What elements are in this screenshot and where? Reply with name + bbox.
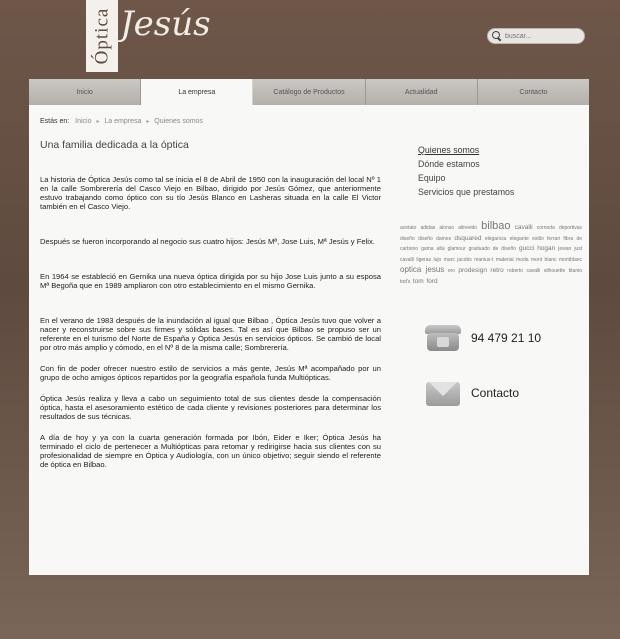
tag-link[interactable]: material xyxy=(495,256,514,263)
main-nav xyxy=(29,79,589,105)
tag-link[interactable]: bilbao xyxy=(481,220,511,232)
tag-link[interactable]: montblanc xyxy=(558,256,583,263)
breadcrumb-item-inicio[interactable]: Inicio xyxy=(75,118,92,125)
tag-link[interactable]: roberto cavalli xyxy=(507,268,541,274)
tag-link[interactable]: estilo ferrari xyxy=(532,235,561,242)
tag-link[interactable]: acetato xyxy=(400,225,417,231)
logo-main-text: Jesús xyxy=(120,4,211,44)
article-paragraph: A día de hoy y ya con la cuarta generación formada por Ibón, Eider e Iker; Óptica Jesús ha terminado el ciclo de pertenecer a Multiópticas para retomar y redirigirse hacia sus clientes con su profesionalidad de siempre en Óptica y Audiología, con un único objetivo; seguir siendo el referente de óptica en Bilbao. xyxy=(40,433,381,469)
tag-link[interactable]: hogan xyxy=(537,245,556,252)
logo-vertical-text xyxy=(86,0,118,72)
article-paragraph: Después se fueron incorporando al negocio sus cuatro hijos: Jesús Mª, Jose Luis, Mª Jesús y Felix. xyxy=(40,237,375,246)
mail-contact[interactable] xyxy=(425,378,519,408)
tag-link[interactable]: diseño xyxy=(400,235,415,242)
tab-contacto[interactable]: Contacto xyxy=(478,79,589,105)
tag-link[interactable]: gucci xyxy=(519,245,535,252)
tag-link[interactable]: manius-t xyxy=(474,256,494,263)
tag-link[interactable]: adidas xyxy=(420,225,436,231)
tag-link[interactable]: elegancia xyxy=(484,235,507,242)
breadcrumb-item-current: Quienes somos xyxy=(154,118,203,125)
breadcrumb xyxy=(40,118,203,125)
contact-link[interactable]: Contacto xyxy=(471,386,520,400)
tag-link[interactable]: cornoda xyxy=(536,225,555,231)
tag-link[interactable]: graduado de diseño xyxy=(468,246,517,252)
telephone-icon xyxy=(425,323,461,353)
article-paragraph: Óptica Jesús realiza y lleva a cabo un seguimiento total de sus clientes desde la compensación óptica, hasta el asesoramiento estético de cada cliente y revisiones posteriores para determinar los resultados de sus técnicas. xyxy=(40,394,381,421)
breadcrumb-lead: Estás en: xyxy=(40,118,70,125)
tag-link[interactable]: alonso xyxy=(439,225,455,231)
site-logo[interactable] xyxy=(60,0,211,72)
tag-link[interactable]: dsquared xyxy=(454,234,482,242)
search-icon[interactable] xyxy=(492,31,502,41)
tag-link[interactable]: tom ford xyxy=(412,277,438,285)
tab-la-empresa[interactable]: La empresa xyxy=(141,79,253,105)
breadcrumb-item-la-empresa[interactable]: La empresa xyxy=(104,118,142,125)
tag-link[interactable]: glamour xyxy=(447,246,466,252)
side-menu-equipo[interactable]: Equipo xyxy=(418,173,446,183)
tag-link[interactable]: retro xyxy=(490,267,504,274)
tag-link[interactable]: prodesign xyxy=(458,267,487,274)
tag-link[interactable]: titanio xyxy=(568,268,583,274)
tag-link[interactable]: ligeras xyxy=(416,256,432,263)
page-title: Una familia dedicada a la óptica xyxy=(40,139,189,151)
phone-contact[interactable] xyxy=(425,323,541,353)
tab-catalogo[interactable]: Catálogo de Productos xyxy=(253,79,365,105)
side-menu-donde-estamos[interactable]: Dónde estamos xyxy=(418,159,480,169)
tag-link[interactable]: silhouette xyxy=(543,268,566,274)
tag-link[interactable]: deportivas xyxy=(558,225,583,231)
tag-link[interactable]: oro xyxy=(447,268,455,274)
side-menu-quienes-somos[interactable]: Quienes somos xyxy=(418,145,480,155)
search-box[interactable] xyxy=(487,28,585,44)
side-menu xyxy=(418,145,514,201)
tag-link[interactable]: altrevido xyxy=(458,225,478,231)
tag-link[interactable]: cavalli xyxy=(514,224,533,231)
tag-link[interactable]: optica jesus xyxy=(400,265,445,274)
tag-link[interactable]: diseño dames xyxy=(418,235,452,242)
tag-link[interactable]: marc jacobs xyxy=(443,256,472,263)
tag-link[interactable]: gama alta xyxy=(421,246,445,252)
envelope-icon[interactable] xyxy=(425,378,461,408)
logo-optica-text: Óptica xyxy=(91,7,112,65)
article-paragraph: Con fin de poder ofrecer nuestro estilo de servicios a más gente, Jesús Mª acompañado por un grupo de ocho amigos ópticos repartidos por la geografía española funda Multiópticas. xyxy=(40,364,381,382)
tag-link[interactable]: elegante xyxy=(509,235,529,242)
content-panel xyxy=(29,105,589,575)
tag-link[interactable]: fibra de carbono xyxy=(400,235,583,252)
tag-cloud xyxy=(400,221,582,287)
tag-link[interactable]: jewan xyxy=(558,246,572,252)
chevron-right-icon: ▸ xyxy=(96,119,100,125)
chevron-right-icon: ▸ xyxy=(146,119,150,125)
side-menu-servicios[interactable]: Servicios que prestamos xyxy=(418,187,515,197)
tag-link[interactable]: just cavalli xyxy=(400,246,583,263)
tab-inicio[interactable]: Inicio xyxy=(29,79,141,105)
article-paragraph: La historia de Óptica Jesús como tal se inicia el 8 de Abril de 1950 con la inauguración del local Nº 1 en la calle Sombrerería del Casco Viejo en Bilbao, dirigido por Jesús Gómez, que anteriormente estuvo trabajando como óptico con su tío Jesús Blanco en Lasheras situada en la calle El Victor también en el Casco Viejo. xyxy=(40,175,381,211)
tag-link[interactable]: lujo xyxy=(433,256,442,263)
tab-actualidad[interactable]: Actualidad xyxy=(366,79,478,105)
tag-link[interactable]: moda xyxy=(516,256,529,263)
article-body xyxy=(40,175,381,481)
tag-link[interactable]: mont blanc xyxy=(531,256,557,263)
phone-number[interactable]: 94 479 21 10 xyxy=(471,331,542,345)
tag-link[interactable]: tod's xyxy=(400,278,411,285)
article-paragraph: En el verano de 1983 después de la inundación al igual que Bilbao , Óptica Jesús tuvo que volver a nacer y reconstruirse sobre sus firmes y sólidas bases. Tal es así que Bilbao se propuso ser un referente en el turismo del Norte de España y Óptica Jesús en servicios ópticos. Se cambió de local por otro más amplio y cómodo, en el Nº 8 de la misma calle; Sombrerería. xyxy=(40,316,381,352)
article-paragraph: En 1964 se estableció en Gernika una nueva óptica dirigida por su hijo Jose Luis junto a su esposa Mª Begoña que en 1989 ampliaron con otro establecimiento en el mismo Gernika. xyxy=(40,272,381,290)
search-input[interactable] xyxy=(505,33,583,40)
